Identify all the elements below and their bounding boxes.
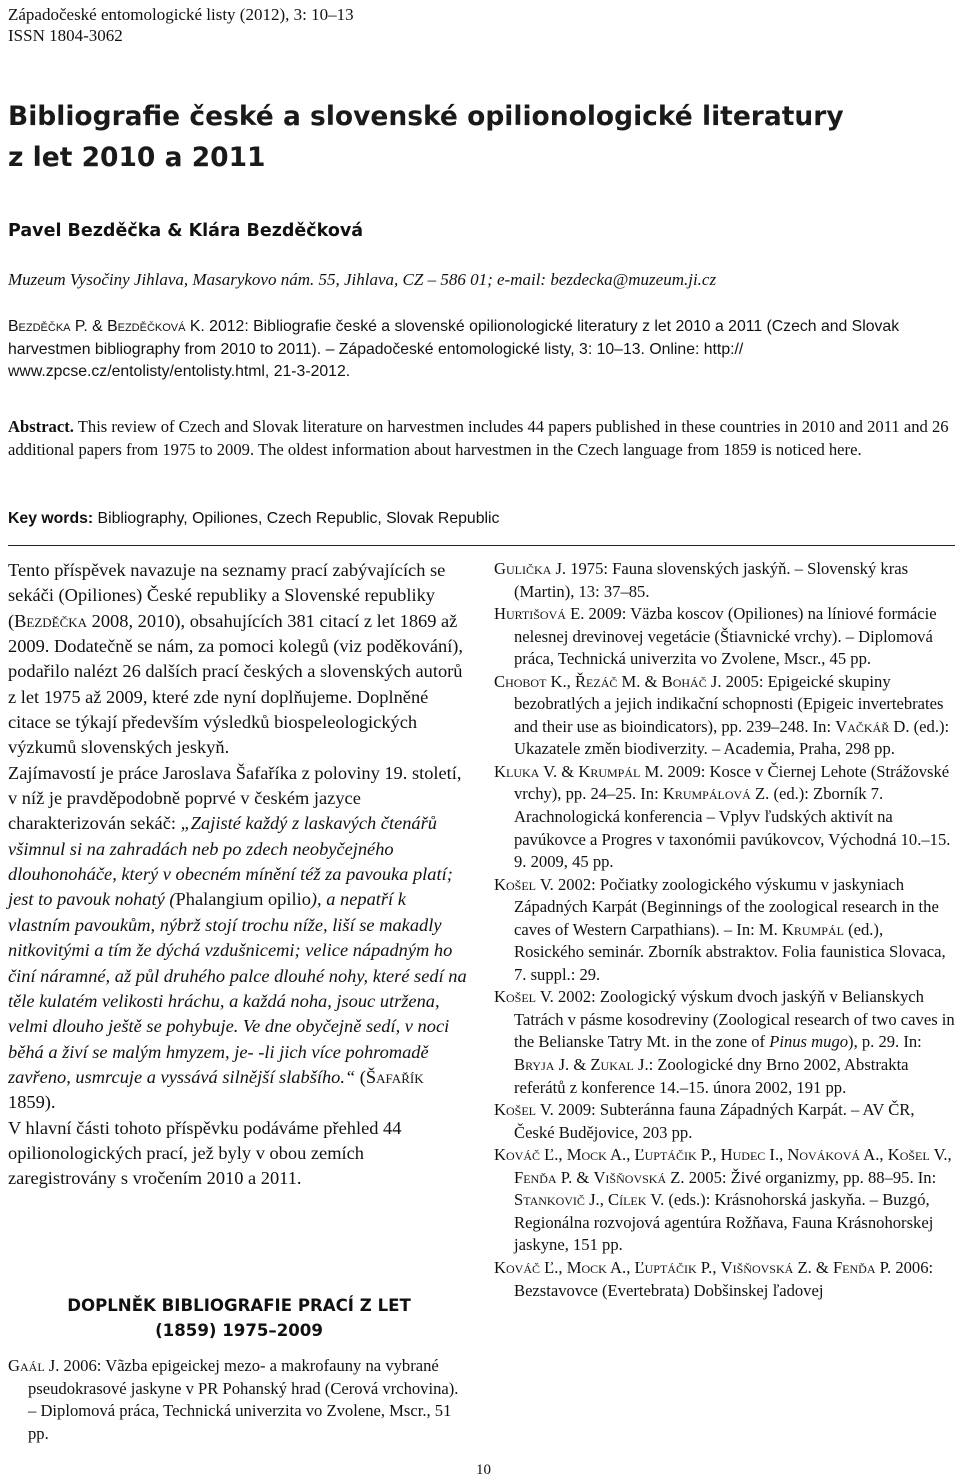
intro-p2-text: Zajímavostí je práce Jaroslava Šafaříka z poloviny 19. století, v níž je pravděpodobně poprvé v českém jazyce charakterizován sekáč: [8, 762, 462, 834]
abstract-label: Abstract. [8, 417, 74, 436]
quote-cite-author: Šafařík [365, 1066, 424, 1087]
intro-p1-text-b: 2008, 2010), obsahujících 381 citací z let 1869 až 2009. Dodatečně se nám, za pomoci kolegů (viz poděkování), podařilo nalézt 26 dalších prací českých a slovenských autorů z let 1975 až 2009, které zde nyní doplňujeme. Doplněné citace se týkají především výsledků biospeleologických výzkumů slovenských jeskyň. [8, 610, 464, 758]
section-heading-line-1: DOPLNĚK BIBLIOGRAFIE PRACÍ Z LET [67, 1296, 411, 1315]
issn-line: ISSN 1804-3062 [8, 26, 123, 45]
intro-paragraph-3: V hlavní části tohoto příspěvku podáváme přehled 44 opilionologických prací, jež byly v obou zemích zaregistrovány s vročením 2010 a 2011. [8, 1117, 402, 1189]
bibliography-entry: Kováč Ľ., Mock A., Ľuptáčik P., Hudec I., Nováková A., Košel V., Fenďa P. & Višňovská Z. 2005: Živé organizmy, pp. 88–95. In: Stankovič J., Cílek V. (eds.): Krásnohorská jaskyňa. – Buzgó, Regionálna rozvojová agentúra Rožňava, Fauna Krásnohorskej jaskyne, 151 pp. [494, 1145, 952, 1255]
citation-author-2: Bezděčková [107, 318, 186, 335]
bibliography-entry [8, 1355, 470, 1445]
bibliography-entry: Hurtišová E. 2009: Väzba koscov (Opiliones) na líniové formácie nelesnej drevinovej vegetácie (Štiavnické vrchy). – Diplomová práca, Technická univerzita vo Zvolene, Mscr., 45 pp. [494, 604, 937, 669]
bibliography-entry: Gulička J. 1975: Fauna slovenských jaskýň. – Slovenský kras (Martin), 13: 37–85. [494, 559, 909, 601]
section-divider [8, 545, 955, 546]
citation-rest: K. 2012: Bibliografie české a slovenské opilionologické literatury z let 2010 a 2011 (Czech and Slovak harvestmen bibliography from 2010 to 2011). – Západočeské entomologické listy, 3: 10–13. Online: http:// www.zpcse.cz/entolisty/entolisty.html, 21-3-2012. [8, 318, 900, 380]
keywords [8, 510, 499, 528]
intro-p1-text-a: Tento příspěvek navazuje na seznamy prací zabývajících se sekáči (Opiliones) České republiky a Slovenské republiky ( [8, 560, 446, 631]
journal-line: Západočeské entomologické listy (2012), 3: 10–13 [8, 5, 354, 24]
intro-paragraph-2 [8, 761, 470, 1116]
left-bibliography [8, 1355, 470, 1445]
citation-amp: P. & [70, 318, 108, 335]
quote-cite-close: 1859). [8, 1092, 56, 1113]
title-line-2: z let 2010 a 2011 [8, 142, 266, 173]
authors: Pavel Bezděčka & Klára Bezděčková [8, 221, 364, 241]
section-heading-line-2: (1859) 1975–2009 [155, 1321, 323, 1340]
keywords-label: Key words: [8, 510, 94, 527]
article-title [8, 96, 953, 178]
right-bibliography [494, 558, 956, 1302]
safarik-quote-part-1: „Zajisté každý z laskavých čtenářů všimnul si na zahradách neb po zdech neobyčejného dlouhonoháče, který v obecném mínění též za pavouka platí; jest to pavouk nohatý ( [8, 813, 453, 910]
bibliography-entry: Kluka V. & Krumpál M. 2009: Kosce v Čiernej Lehote (Strážovské vrchy), pp. 24–25. In: Krumpálová Z. (ed.): Zborník 7. Arachnologická konferencia – Vplyv ľudských aktivít na pavúkovce a Progres v taxonómii pavúkovcov, Východná 10.–15. 9. 2009, 45 pp. [494, 761, 951, 872]
intro-column [8, 558, 470, 1192]
bibliography-entry: Košel V. 2002: Zoologický výskum dvoch jaskýň v Belianskych Tatrách v pásme kosodreviny (Zoological research of two caves in the Belianske Tatry Mt. in the zone of Pinus mugo), p. 29. In: Bryja J. & Zukal J.: Zoologické dny Brno 2002, Abstrakta referátů z konference 14.–15. února 2002, 191 pp. [494, 987, 955, 1097]
page-number: 10 [476, 1462, 491, 1478]
entry-text: J. 2006: Vãzba epigeickej mezo- a makrofauny na vybrané pseudokrasové jaskyne v PR Pohanský hrad (Cerová vrchovina). – Diplomová práca, Technická univerzita vo Zvolene, Mscr., 51 pp. [28, 1356, 459, 1443]
journal-header [8, 4, 354, 46]
bibliography-entry: Kováč Ľ., Mock A., Ľuptáčik P., Višňovská Z. & Fenďa P. 2006: Bezstavovce (Evertebrata) Dobšinskej ľadovej [494, 1257, 934, 1300]
citation-author-1: Bezděčka [8, 318, 71, 335]
latin-name: Phalangium opilio [175, 889, 311, 910]
entry-author: Gaál [8, 1356, 45, 1375]
intro-p1-author: Bezděčka [14, 610, 88, 631]
affiliation: Muzeum Vysočiny Jihlava, Masarykovo nám. 55, Jihlava, CZ – 586 01; e-mail: bezdecka@muzeum.ji.cz [8, 270, 717, 289]
abstract [8, 416, 956, 461]
keywords-text: Bibliography, Opiliones, Czech Republic, Slovak Republic [93, 510, 500, 527]
bibliography-entry: Košel V. 2002: Počiatky zoologického výskumu v jaskyniach Západných Karpát (Beginnings of the zoological research in the caves of Western Carpathians). – In: M. Krumpál (ed.), Rosického seminár. Zborník abstraktov. Folia faunistica Slovaca, 7. suppl.: 29. [494, 874, 946, 984]
bibliography-entry: Chobot K., Řezáč M. & Boháč J. 2005: Epigeické skupiny bezobratlých a jejich indikační schopnosti (Epigeic invertebrates and their use as bioindicators), pp. 239–248. In: Vačkář D. (ed.): Ukazatele změn biodiverzity. – Academia, Praha, 298 pp. [494, 671, 950, 759]
recommended-citation [8, 316, 956, 384]
quote-cite-open: ( [355, 1066, 366, 1087]
abstract-text: This review of Czech and Slovak literature on harvestmen includes 44 papers published in these countries in 2010 and 2011 and 26 additional papers from 1975 to 2009. The oldest information about harvestmen in the Czech language from 1859 is noticed here. [8, 417, 949, 459]
section-heading [14, 1293, 464, 1343]
intro-paragraph-1 [8, 558, 470, 761]
title-line-1: Bibliografie české a slovenské opilionologické literatury [8, 101, 844, 132]
bibliography-entry: Košel V. 2009: Subteránna fauna Západných Karpát. – AV ČR, České Budějovice, 203 pp. [494, 1100, 915, 1142]
safarik-quote-part-2: ), a nepatří k vlastním pavoukům, nýbrž stojí trochu níže, liší se makadly nitkovitými a tím že dýchá vzdušnicemi; velice nápadným ho činí náramné, až půl druhého palce dlouhé nohy, které sedí na těle kulatém velikosti hráchu, a každá noha, jsouc utržena, velmi dlouho ještě se pohybuje. Ve dne obyčejně sedí, v noci běhá a živí se malým hmyzem, je- -li jich více pohromadě zavřeno, usmrcuje a vyssává silnější slabšího.“ [8, 889, 467, 1087]
